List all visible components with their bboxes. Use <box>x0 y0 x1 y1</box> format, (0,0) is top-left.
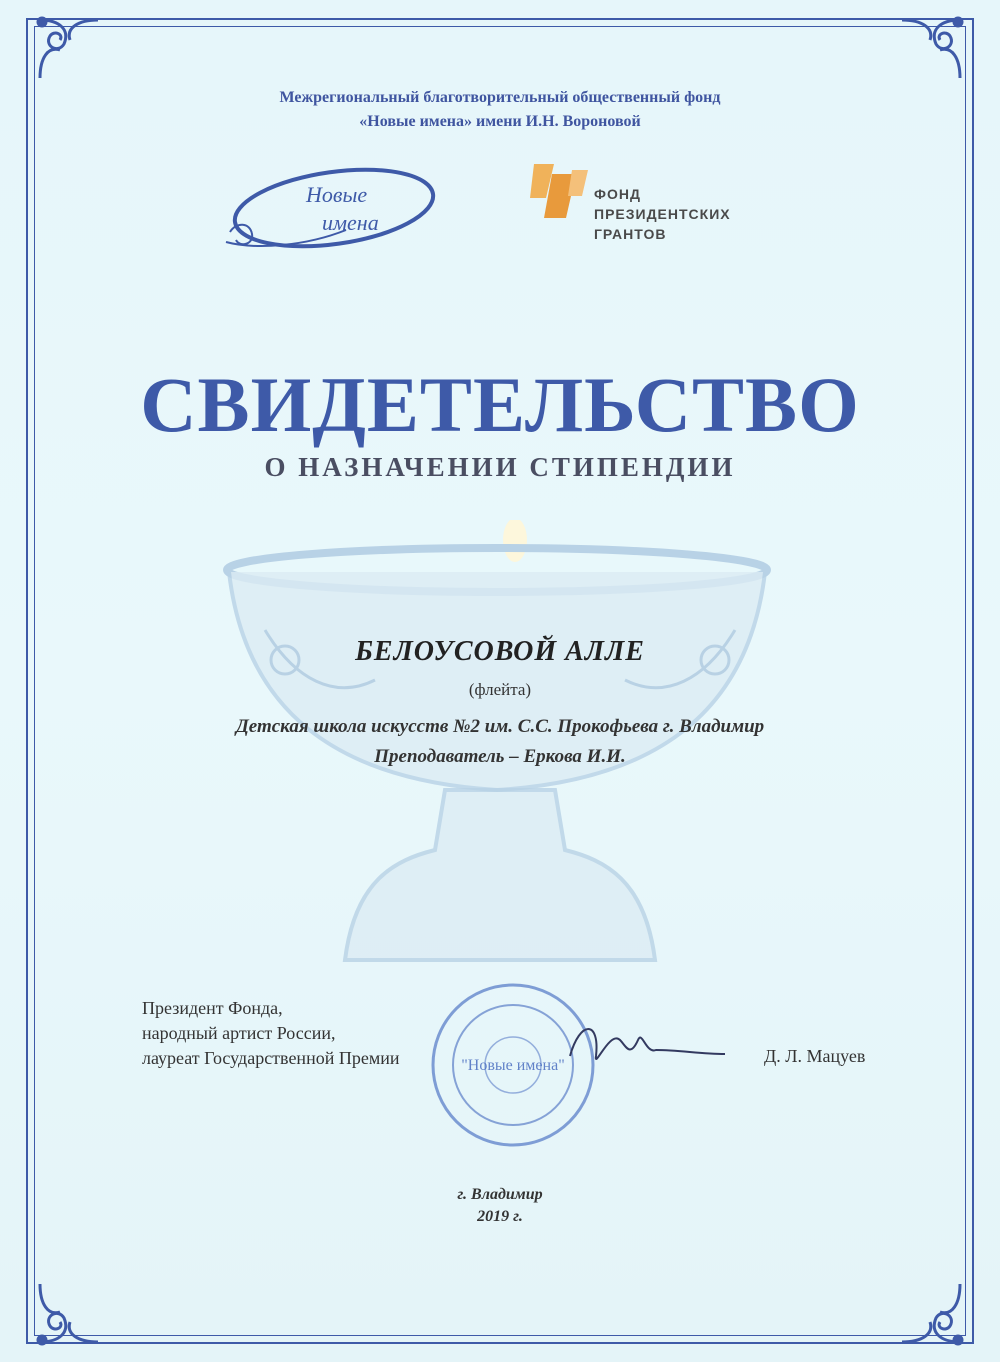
school-name: Детская школа искусств №2 им. С.С. Прокофьева г. Владимир <box>235 716 765 737</box>
signer-name: Д. Л. Мацуев <box>764 1046 866 1066</box>
teacher-name: Преподаватель – Еркова И.И. <box>374 746 626 767</box>
issue-city: г. Владимир <box>457 1186 543 1203</box>
corner-ornament-icon <box>892 1274 970 1352</box>
logo-word-1: Новые <box>306 182 368 207</box>
fund-line-2: ПРЕЗИДЕНТСКИХ <box>594 206 731 222</box>
signer-line-1: Президент Фонда, <box>142 998 283 1018</box>
corner-ornament-icon <box>892 10 970 88</box>
signer-title <box>142 996 399 1071</box>
signer-line-3: лауреат Государственной Премии <box>142 1048 400 1068</box>
stamp-text: "Новые имена" <box>461 1057 565 1074</box>
instrument: (флейта) <box>468 680 532 699</box>
signature-icon <box>560 1010 730 1080</box>
new-names-logo <box>216 158 446 258</box>
issue-place-date <box>0 1184 1000 1228</box>
issue-year: 2019 г. <box>477 1208 523 1225</box>
header-line-1: Межрегиональный благотворительный общественный фонд <box>279 89 721 106</box>
corner-ornament-icon <box>30 10 108 88</box>
fund-line-1: ФОНД <box>594 186 641 202</box>
header-line-2: «Новые имена» имени И.Н. Вороновой <box>359 113 641 130</box>
logo-word-2: имена <box>322 210 379 235</box>
foundation-header <box>0 86 1000 134</box>
certificate-title: СВИДЕТЕЛЬСТВО <box>140 361 860 448</box>
signer-line-2: народный артист России, <box>142 1023 336 1043</box>
presidential-grants-logo <box>530 160 790 242</box>
recipient-name: БЕЛОУСОВОЙ АЛЛЕ <box>355 636 645 667</box>
certificate-subtitle: О НАЗНАЧЕНИИ СТИПЕНДИИ <box>264 452 736 482</box>
fund-line-3: ГРАНТОВ <box>594 226 667 242</box>
corner-ornament-icon <box>30 1274 108 1352</box>
